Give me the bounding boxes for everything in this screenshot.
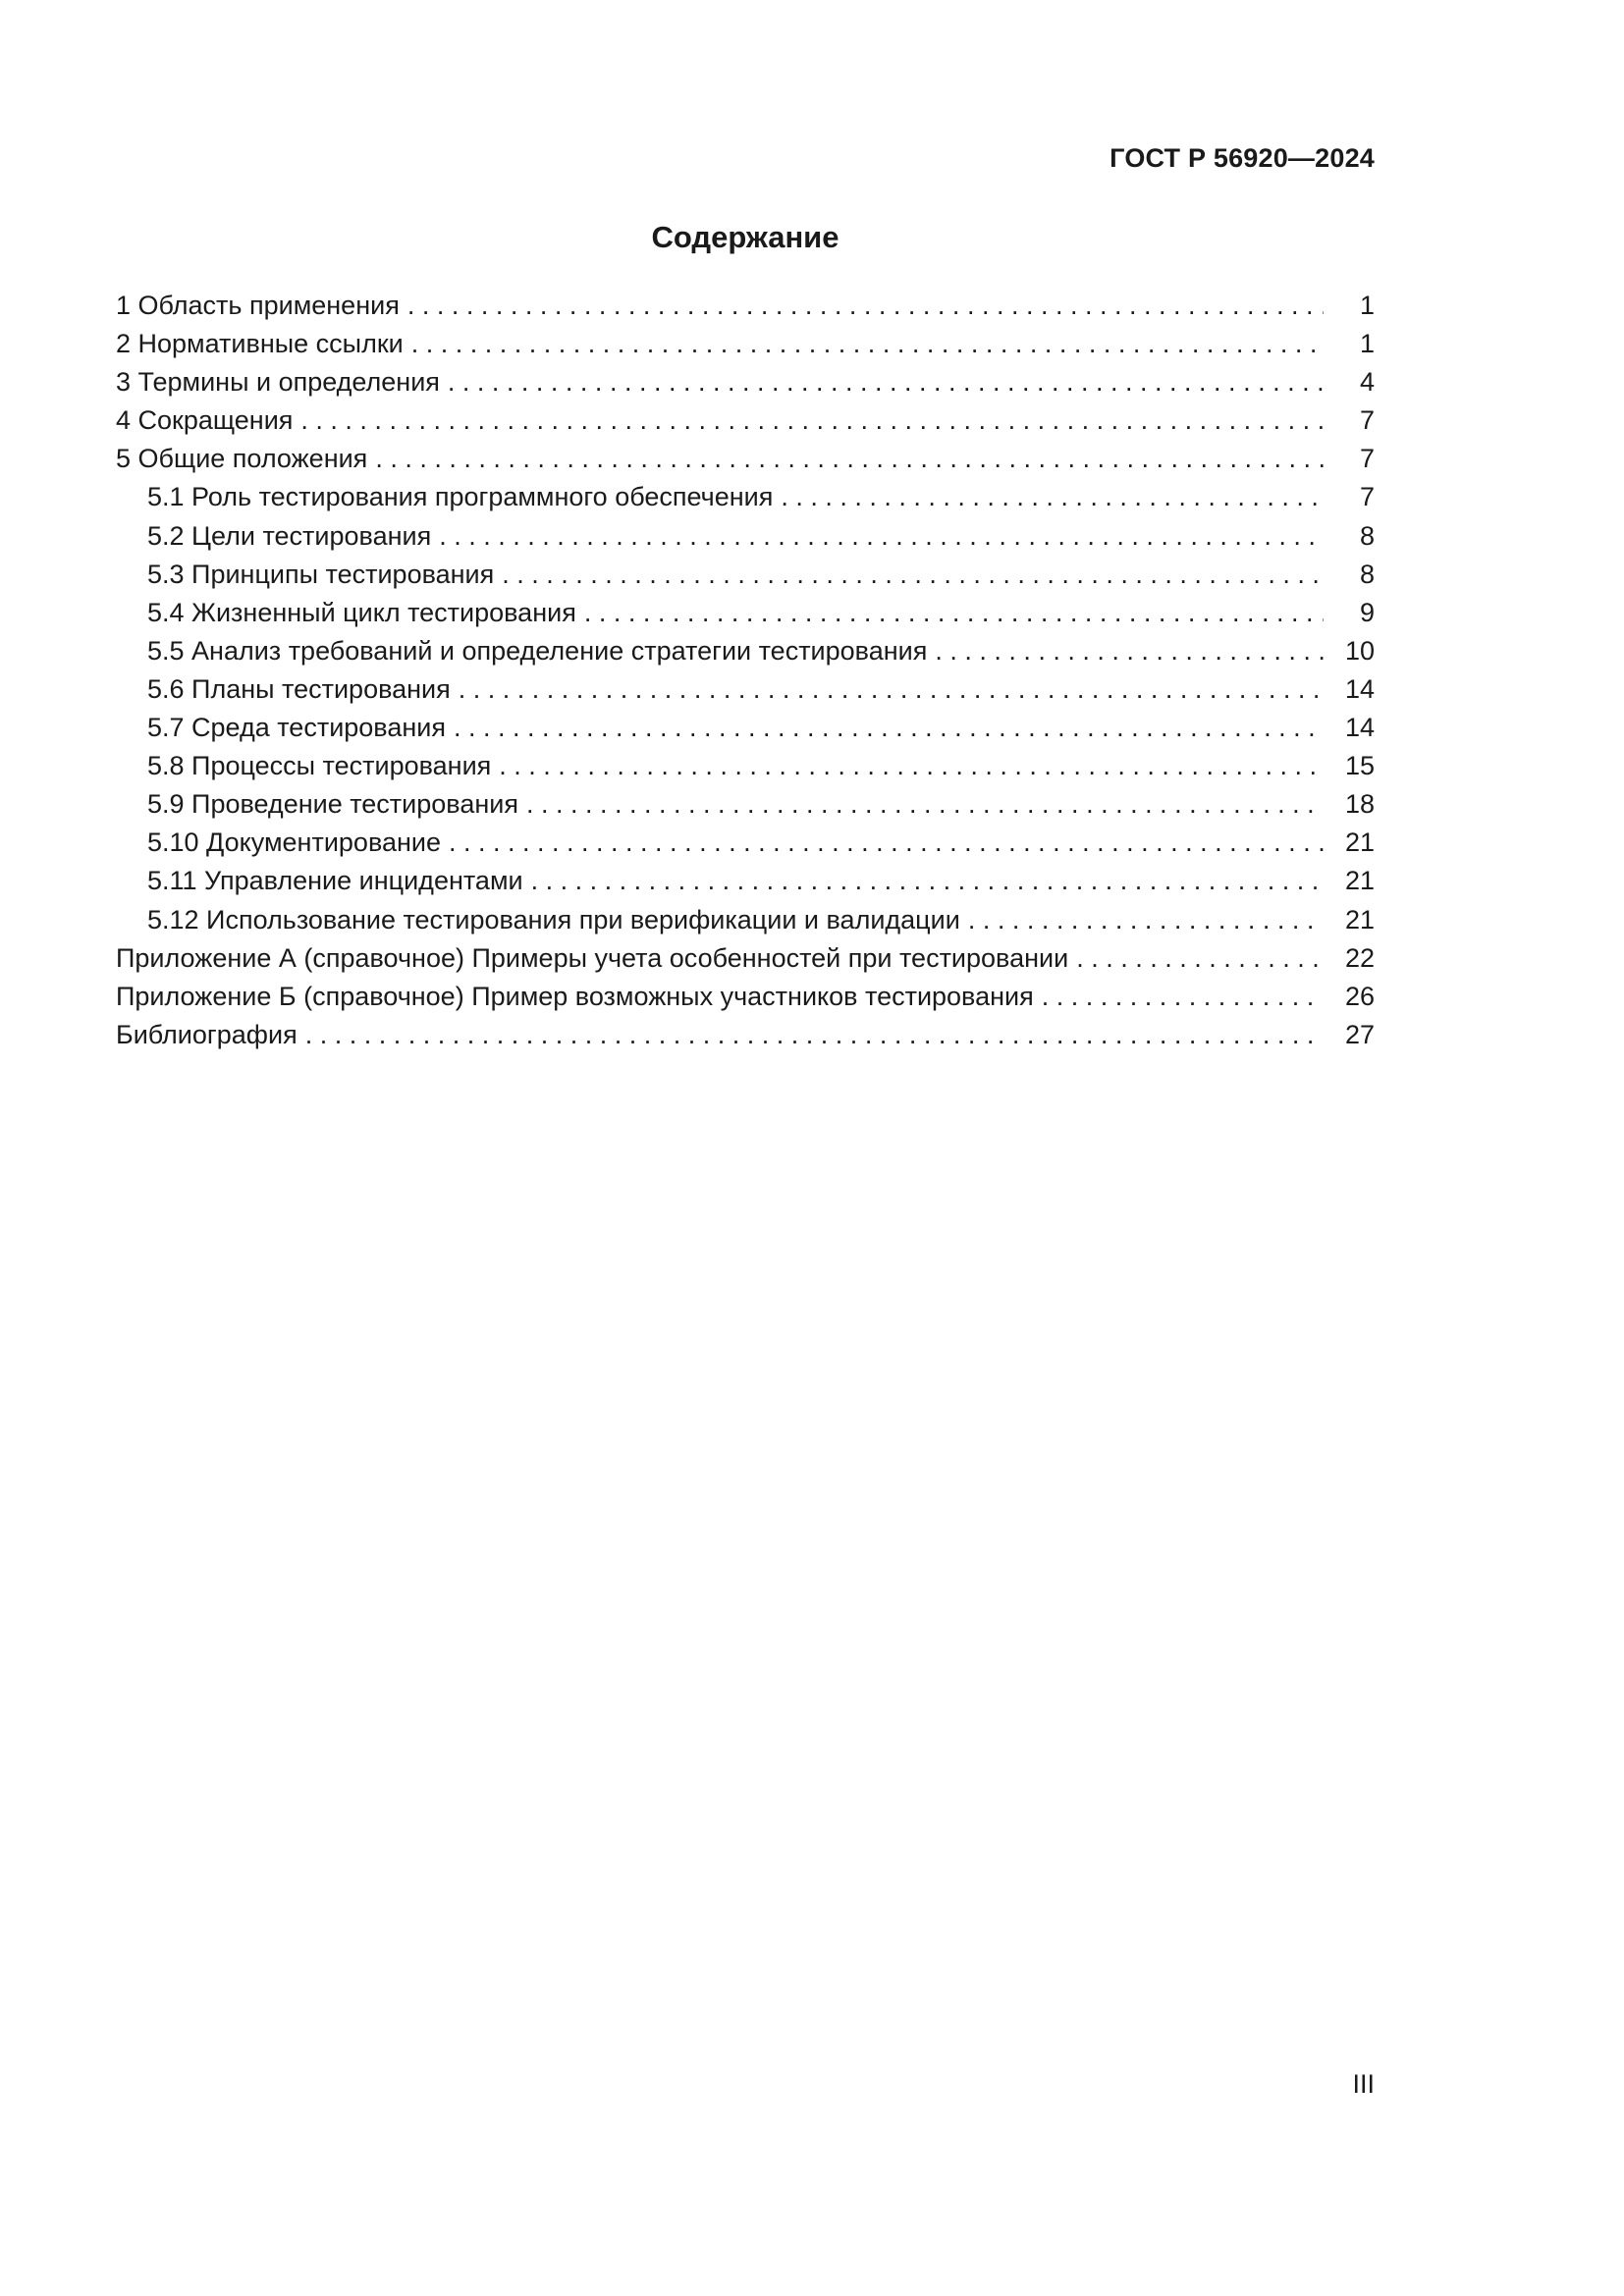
toc-entry-label: 5.11 Управление инцидентами (147, 866, 523, 896)
toc-entry-page: 10 (1344, 635, 1375, 666)
toc-entry (116, 632, 1375, 670)
toc-leader-dots (449, 824, 1324, 862)
toc-entry-label: 3 Термины и определения (116, 367, 440, 398)
toc-entry-page: 21 (1344, 828, 1375, 858)
toc-entry-page: 15 (1344, 751, 1375, 781)
toc-entry-label: 5 Общие положения (116, 444, 368, 474)
toc-entry (116, 594, 1375, 632)
toc-entry-page: 22 (1344, 942, 1375, 973)
toc-entry (116, 1016, 1375, 1054)
toc-leader-dots (1042, 978, 1324, 1016)
toc-entry (116, 287, 1375, 325)
toc-entry-page: 1 (1359, 329, 1375, 359)
toc-entry-label: 5.12 Использование тестирования при верификации и валидации (147, 904, 960, 934)
toc-leader-dots (454, 709, 1324, 747)
toc-leader-dots (526, 785, 1324, 824)
toc-entry-page: 9 (1359, 597, 1375, 627)
toc-leader-dots (502, 556, 1324, 594)
toc-leader-dots (375, 440, 1324, 478)
toc-entry-page: 14 (1344, 673, 1375, 704)
toc-entry (116, 363, 1375, 401)
toc-entry-label: 5.2 Цели тестирования (147, 520, 432, 551)
toc-entry-label: 5.6 Планы тестирования (147, 673, 451, 704)
toc-entry (116, 517, 1375, 556)
toc-entry (116, 978, 1375, 1016)
table-of-contents (116, 287, 1375, 1054)
toc-leader-dots (305, 1016, 1324, 1054)
toc-entry-page: 7 (1359, 482, 1375, 512)
toc-entry (116, 901, 1375, 939)
toc-leader-dots (1076, 939, 1324, 978)
toc-entry (116, 401, 1375, 440)
toc-entry (116, 747, 1375, 785)
toc-entry-label: Приложение Б (справочное) Пример возможных участников тестирования (116, 981, 1034, 1011)
toc-entry (116, 862, 1375, 900)
toc-entry-label: 5.7 Среда тестирования (147, 713, 446, 743)
toc-entry-label: 5.1 Роль тестирования программного обеспечения (147, 482, 774, 512)
toc-leader-dots (411, 325, 1324, 363)
toc-entry (116, 325, 1375, 363)
toc-entry-label: Приложение А (справочное) Примеры учета особенностей при тестировании (116, 942, 1069, 973)
toc-entry-page: 21 (1344, 866, 1375, 896)
toc-entry (116, 670, 1375, 709)
toc-entry-page: 18 (1344, 789, 1375, 820)
toc-entry-label: 4 Сокращения (116, 405, 294, 436)
toc-entry-page: 14 (1344, 713, 1375, 743)
toc-entry-label: 5.5 Анализ требований и определение стратегии тестирования (147, 635, 928, 666)
toc-leader-dots (968, 901, 1324, 939)
toc-entry-page: 7 (1359, 405, 1375, 436)
toc-entry-page: 21 (1344, 904, 1375, 934)
page-title: Содержание (651, 220, 839, 254)
toc-entry (116, 478, 1375, 516)
toc-leader-dots (448, 363, 1324, 401)
toc-entry-label: 5.4 Жизненный цикл тестирования (147, 597, 576, 627)
toc-entry-page: 8 (1359, 520, 1375, 551)
page-number: III (1352, 2069, 1375, 2099)
toc-entry-label: 2 Нормативные ссылки (116, 329, 404, 359)
toc-leader-dots (407, 287, 1324, 325)
toc-entry (116, 824, 1375, 862)
toc-entry (116, 785, 1375, 824)
toc-entry-page: 1 (1359, 291, 1375, 320)
toc-entry (116, 709, 1375, 747)
toc-entry-page: 4 (1359, 367, 1375, 398)
document-number: ГОСТ Р 56920—2024 (1110, 143, 1375, 173)
toc-entry (116, 440, 1375, 478)
toc-leader-dots (459, 670, 1324, 709)
toc-leader-dots (300, 401, 1324, 440)
toc-entry (116, 939, 1375, 978)
toc-entry-label: 5.3 Принципы тестирования (147, 559, 495, 589)
toc-leader-dots (781, 478, 1324, 516)
toc-leader-dots (499, 747, 1324, 785)
toc-entry-page: 27 (1344, 1019, 1375, 1049)
toc-leader-dots (584, 594, 1324, 632)
toc-entry-label: 5.10 Документирование (147, 828, 442, 858)
toc-entry-label: 1 Область применения (116, 291, 400, 320)
toc-entry (116, 556, 1375, 594)
toc-entry-label: 5.9 Проведение тестирования (147, 789, 518, 820)
toc-entry-page: 7 (1359, 444, 1375, 474)
toc-entry-page: 8 (1359, 559, 1375, 589)
toc-entry-page: 26 (1344, 981, 1375, 1011)
toc-leader-dots (935, 632, 1324, 670)
toc-leader-dots (439, 517, 1324, 556)
toc-leader-dots (531, 862, 1324, 900)
toc-entry-label: Библиография (116, 1019, 298, 1049)
toc-entry-label: 5.8 Процессы тестирования (147, 751, 492, 781)
